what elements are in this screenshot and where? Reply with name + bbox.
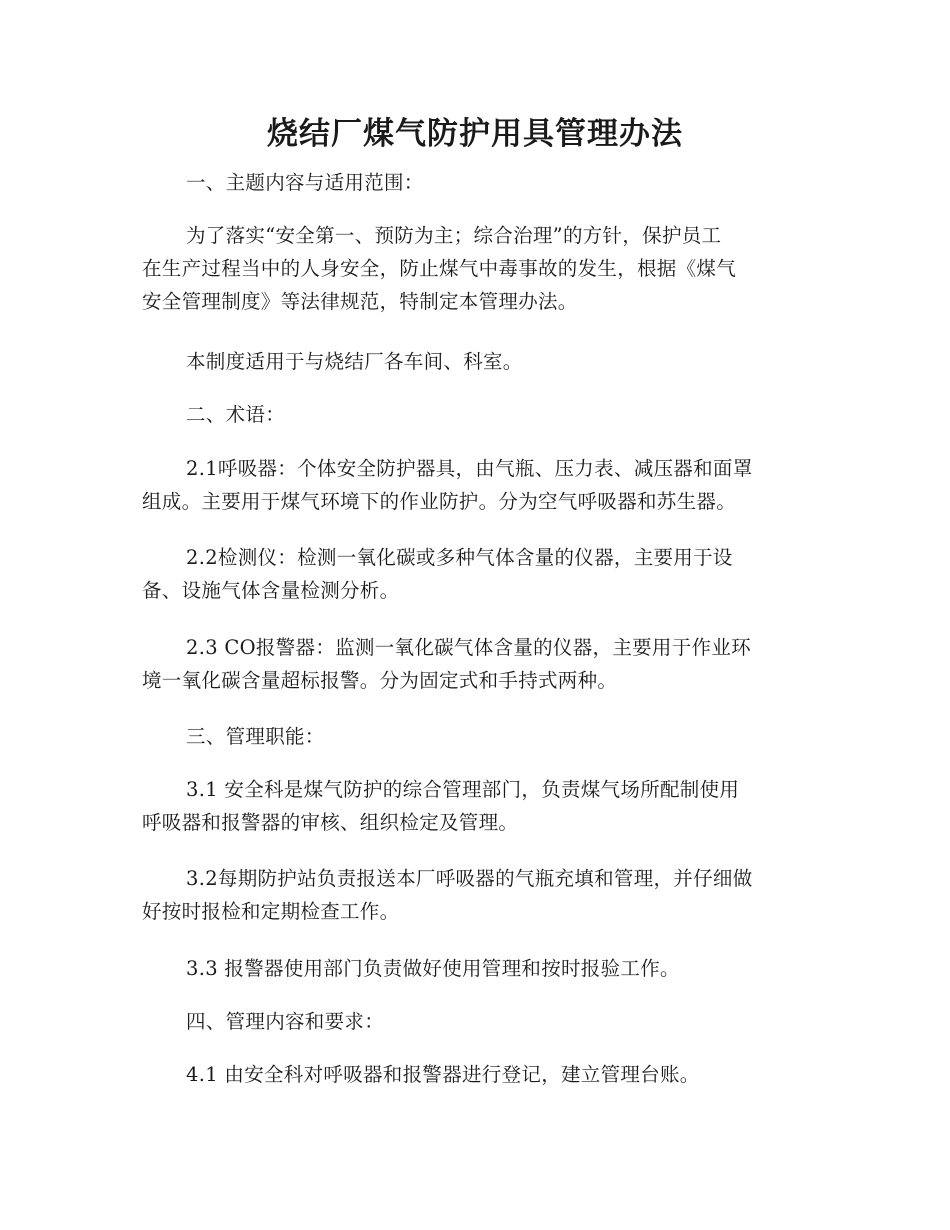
paragraph-3-2 xyxy=(142,862,812,928)
text-line: 2.1呼吸器：个体安全防护器具，由气瓶、压力表、减压器和面罩 xyxy=(186,457,753,480)
text-line: 呼吸器和报警器的审核、组织检定及管理。 xyxy=(142,811,519,834)
section-heading-4 xyxy=(142,1005,812,1038)
text-line: 一、主题内容与适用范围： xyxy=(186,171,424,194)
paragraph-purpose xyxy=(142,219,812,318)
section-heading-3 xyxy=(142,720,812,753)
text-line: 境一氧化碳含量超标报警。分为固定式和手持式两种。 xyxy=(142,669,618,692)
text-line: 在生产过程当中的人身安全，防止煤气中毒事故的发生，根据《煤气 xyxy=(142,257,737,280)
text-line: 好按时报检和定期检查工作。 xyxy=(142,900,400,923)
paragraph-scope xyxy=(142,345,812,378)
text-line: 三、管理职能： xyxy=(186,725,325,748)
text-line: 3.1 安全科是煤气防护的综合管理部门，负责煤气场所配制使用 xyxy=(186,778,740,801)
text-line: 二、术语： xyxy=(186,403,286,426)
paragraph-3-3 xyxy=(142,952,812,985)
paragraph-2-3 xyxy=(142,631,812,697)
section-heading-1 xyxy=(142,166,812,199)
text-line: 本制度适用于与烧结厂各车间、科室。 xyxy=(186,350,523,373)
text-line: 3.3 报警器使用部门负责做好使用管理和按时报验工作。 xyxy=(186,957,680,980)
paragraph-2-2 xyxy=(142,541,812,607)
paragraph-2-1 xyxy=(142,452,812,518)
paragraph-3-1 xyxy=(142,773,812,839)
text-line: 4.1 由安全科对呼吸器和报警器进行登记，建立管理台账。 xyxy=(186,1063,700,1086)
text-line: 2.3 CO报警器：监测一氧化碳气体含量的仪器，主要用于作业环 xyxy=(186,636,751,659)
text-line: 2.2检测仪：检测一氧化碳或多种气体含量的仪器，主要用于设 xyxy=(186,546,733,569)
section-heading-2 xyxy=(142,398,812,431)
text-line: 四、管理内容和要求： xyxy=(186,1010,385,1033)
text-line: 3.2每期防护站负责报送本厂呼吸器的气瓶充填和管理，并仔细做 xyxy=(186,867,753,890)
paragraph-4-1 xyxy=(142,1058,812,1091)
text-line: 组成。主要用于煤气环境下的作业防护。分为空气呼吸器和苏生器。 xyxy=(142,490,737,513)
text-line: 安全管理制度》等法律规范，特制定本管理办法。 xyxy=(142,290,578,313)
text-line: 为了落实“安全第一、预防为主；综合治理”的方针，保护员工 xyxy=(186,224,722,247)
document-title: 烧结厂煤气防护用具管理办法 xyxy=(267,116,683,152)
text-line: 备、设施气体含量检测分析。 xyxy=(142,579,400,602)
